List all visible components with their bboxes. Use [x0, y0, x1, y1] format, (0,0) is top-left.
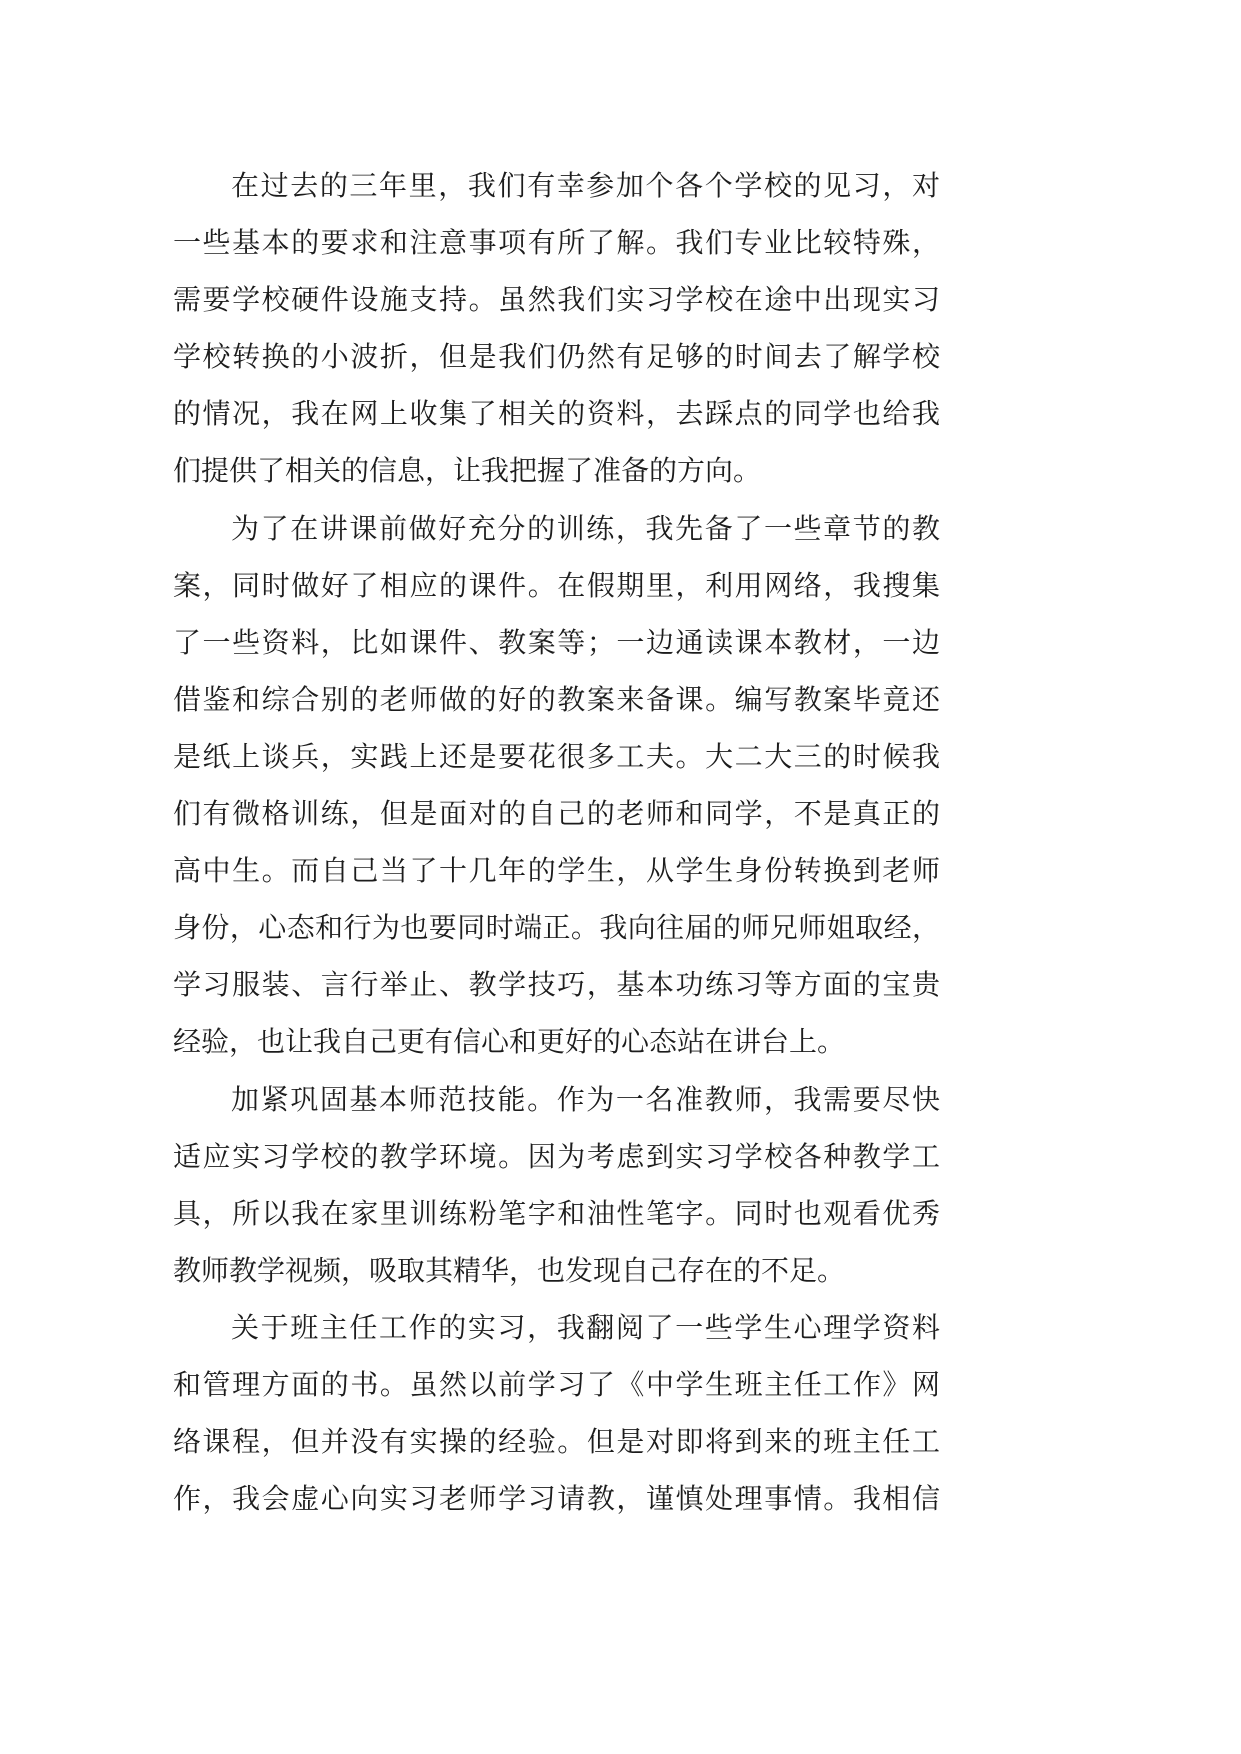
- paragraph: [173, 500, 940, 1071]
- text-line: 一些基本的要求和注意事项有所了解。我们专业比较特殊，: [173, 226, 940, 260]
- paragraph: [173, 1071, 940, 1299]
- body-text: [173, 157, 940, 1527]
- text-line: 高中生。而自己当了十几年的学生，从学生身份转换到老师: [173, 854, 940, 888]
- paragraph: [173, 1299, 940, 1527]
- text-line: 们提供了相关的信息，让我把握了准备的方向。: [173, 454, 762, 488]
- text-line: 络课程，但并没有实操的经验。但是对即将到来的班主任工: [173, 1425, 940, 1459]
- text-line: 案，同时做好了相应的课件。在假期里，利用网络，我搜集: [173, 568, 940, 602]
- text-line: 在过去的三年里，我们有幸参加个各个学校的见习，对: [231, 169, 940, 202]
- text-line: 作，我会虚心向实习老师学习请教，谨慎处理事情。我相信: [173, 1482, 940, 1516]
- text-line: 了一些资料，比如课件、教案等；一边通读课本教材，一边: [173, 625, 940, 659]
- text-line: 加紧巩固基本师范技能。作为一名准教师，我需要尽快: [231, 1082, 940, 1116]
- text-line: 的情况，我在网上收集了相关的资料，去踩点的同学也给我: [173, 397, 940, 431]
- text-line: 们有微格训练，但是面对的自己的老师和同学，不是真正的: [173, 797, 940, 831]
- text-line: 借鉴和综合别的老师做的好的教案来备课。编写教案毕竟还: [173, 682, 940, 716]
- text-line: 关于班主任工作的实习，我翻阅了一些学生心理学资料: [231, 1310, 940, 1344]
- text-line: 具，所以我在家里训练粉笔字和油性笔字。同时也观看优秀: [173, 1196, 940, 1230]
- text-line: 经验，也让我自己更有信心和更好的心态站在讲台上。: [173, 1025, 846, 1059]
- text-line: 是纸上谈兵，实践上还是要花很多工夫。大二大三的时候我: [173, 739, 940, 773]
- text-line: 学习服装、言行举止、教学技巧，基本功练习等方面的宝贵: [173, 968, 940, 1002]
- text-line: 适应实习学校的教学环境。因为考虑到实习学校各种教学工: [173, 1139, 940, 1173]
- text-line: 教师教学视频，吸取其精华，也发现自己存在的不足。: [173, 1253, 846, 1287]
- text-line: 和管理方面的书。虽然以前学习了《中学生班主任工作》网: [173, 1367, 940, 1401]
- text-line: 学校转换的小波折，但是我们仍然有足够的时间去了解学校: [173, 340, 940, 374]
- text-line: 需要学校硬件设施支持。虽然我们实习学校在途中出现实习: [173, 283, 940, 317]
- paragraph: [173, 157, 940, 500]
- text-line: 为了在讲课前做好充分的训练，我先备了一些章节的教: [231, 511, 940, 545]
- text-line: 身份，心态和行为也要同时端正。我向往届的师兄师姐取经，: [173, 911, 940, 945]
